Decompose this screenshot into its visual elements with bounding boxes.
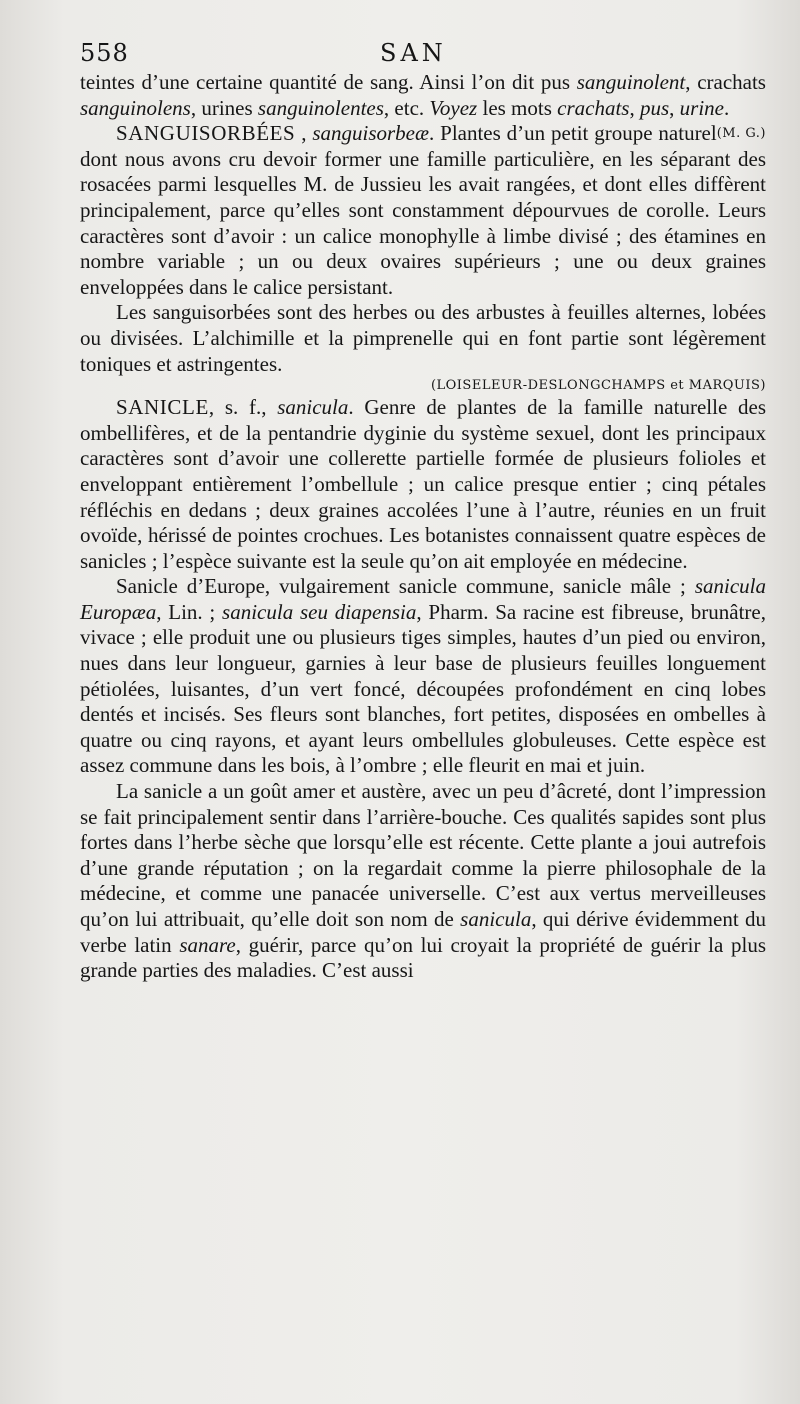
author-signature: (LOISELEUR-DESLONGCHAMPS et MARQUIS) [430, 378, 766, 394]
paragraph-sanicle-europe: Sanicle d’Europe, vulgairement sanicle commune, sanicle mâle ; sanicula Europæa, Lin. ; sanicula seu diapensia, Pharm. Sa racine est fibreuse, brunâtre, vivace ; elle produit une ou plusieurs tiges simples, hautes d’un pied ou environ, nues dans leur longueur, garnies à leur base de plusieurs feuilles longuement pétiolées, luisantes, d’un vert foncé, découpées profondément en cinq lobes dentés et incisés. Ses fleurs sont blanches, fort petites, disposées en ombelles à quatre ou cinq rayons, et ayant leurs ombellules globuleuses. Cette espèce est assez commune dans les bois, à l’ombre ; elle fleurit en mai et juin. [80, 574, 766, 778]
paragraph-sanguisorbees-uses: Les sanguisorbées sont des herbes ou des arbustes à feuilles alternes, lobées ou divisées. L’alchimille et la pimprenelle qui en font partie sont légèrement toniques et astringentes. [80, 300, 766, 376]
page-header [80, 36, 764, 70]
paragraph-sang-continuation: teintes d’une certaine quantité de sang. Ainsi l’on dit pus sanguinolent, crachats sanguinolens, urines sanguinolentes, etc. Voyez les mots crachats, pus, urine. (M. G.) [80, 70, 766, 121]
entry-sanicle: SANICLE, s. f., sanicula. Genre de plantes de la famille naturelle des ombellifères, et de la pentandrie dyginie du système sexuel, dont les principaux caractères sont d’avoir une collerette partielle formée de plusieurs folioles et enveloppant entièrement l’ombellule ; un calice presque entier ; cinq pétales réfléchis en dedans ; deux graines accolées l’une à l’autre, réunies en un fruit ovoïde, hérissé de pointes crochues. Les botanistes connaissent quatre espèces de sanicles ; l’espèce suivante est la seule qu’on ait employée en médecine. [80, 395, 766, 573]
running-head: SAN [380, 39, 447, 67]
page-number: 558 [80, 39, 129, 67]
entry-term: SANGUISORBÉES [116, 121, 296, 146]
paragraph-sanicle-properties: La sanicle a un goût amer et austère, avec un peu d’âcreté, dont l’impression se fait principalement sentir dans l’arrière-bouche. Ces qualités sapides sont plus fortes dans l’herbe sèche que lorsqu’elle est récente. Cette plante a joui autrefois d’une grande réputation ; on la regardait comme la pierre philosophale de la médecine, et comme une panacée universelle. C’est aux vertus merveilleuses qu’on lui attribuait, qu’elle doit son nom de sanicula, qui dérive évidemment du verbe latin sanare, guérir, parce qu’on lui croyait la propriété de guérir la plus grande parties des maladies. C’est aussi [80, 779, 766, 983]
author-signature: (M. G.) [716, 126, 766, 142]
entry-term: SANICLE [116, 395, 209, 420]
entry-sanguisorbees: SANGUISORBÉES , sanguisorbeæ. Plantes d’un petit groupe naturel dont nous avons cru devoir former une famille particulière, en les séparant des rosacées parmi lesquelles M. de Jussieu les avait rangées, et dont elles diffèrent principalement, parce qu’elles sont constamment dépourvues de corolle. Leurs caractères sont d’avoir : un calice monophylle à limbe divisé ; des étamines en nombre variable ; un ou deux ovaires supérieurs ; une ou deux graines enveloppées dans le calice persistant. [80, 121, 766, 299]
body-text [80, 70, 766, 984]
